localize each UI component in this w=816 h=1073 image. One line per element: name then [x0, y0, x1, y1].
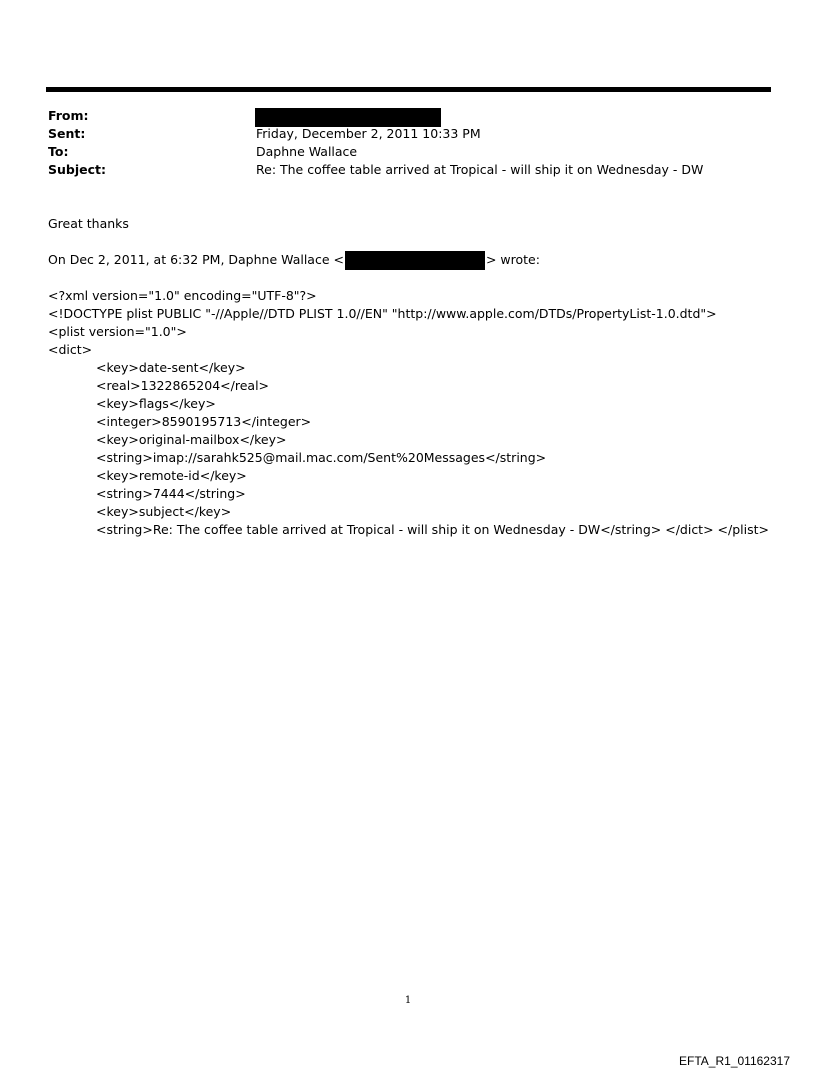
- sent-row: [48, 125, 768, 143]
- to-row: [48, 143, 768, 161]
- greeting-text: Great thanks: [48, 216, 129, 231]
- dict-line: <key>date-sent</key>: [96, 360, 246, 375]
- bates-number: EFTA_R1_01162317: [679, 1054, 790, 1068]
- sent-value: Friday, December 2, 2011 10:33 PM: [256, 126, 481, 141]
- header-rule: [46, 87, 771, 92]
- subject-value: Re: The coffee table arrived at Tropical - will ship it on Wednesday - DW: [256, 162, 704, 177]
- email-redaction: [345, 251, 485, 270]
- subject-row: [48, 161, 768, 179]
- xml-declaration: <?xml version="1.0" encoding="UTF-8"?>: [48, 288, 317, 303]
- doctype-line: <!DOCTYPE plist PUBLIC "-//Apple//DTD PLIST 1.0//EN" "http://www.apple.com/DTDs/PropertyList-1.0.dtd">: [48, 306, 717, 321]
- to-label: To:: [48, 144, 69, 159]
- dict-line: <key>flags</key>: [96, 396, 216, 411]
- quote-attribution: [48, 251, 540, 270]
- to-value: Daphne Wallace: [256, 144, 358, 159]
- dict-open-line: <dict>: [48, 342, 93, 357]
- quote-suffix: > wrote:: [485, 252, 540, 267]
- page-number: 1: [404, 995, 412, 1006]
- dict-line: <real>1322865204</real>: [96, 378, 270, 393]
- dict-line: <key>original-mailbox</key>: [96, 432, 287, 447]
- dict-line: <key>subject</key>: [96, 504, 232, 519]
- sent-label: Sent:: [48, 126, 86, 141]
- dict-line: <string>7444</string>: [96, 486, 246, 501]
- dict-line: <key>remote-id</key>: [96, 468, 247, 483]
- from-row: [48, 107, 768, 125]
- dict-line: <integer>8590195713</integer>: [96, 414, 312, 429]
- dict-line-subject: <string>Re: The coffee table arrived at Tropical - will ship it on Wednesday - DW</string> </dict> </plist>: [96, 522, 769, 537]
- quote-prefix: On Dec 2, 2011, at 6:32 PM, Daphne Wallace <: [48, 252, 344, 267]
- plist-open-line: <plist version="1.0">: [48, 324, 187, 339]
- subject-label: Subject:: [48, 162, 106, 177]
- dict-line: <string>imap://sarahk525@mail.mac.com/Sent%20Messages</string>: [96, 450, 547, 465]
- from-label: From:: [48, 108, 89, 123]
